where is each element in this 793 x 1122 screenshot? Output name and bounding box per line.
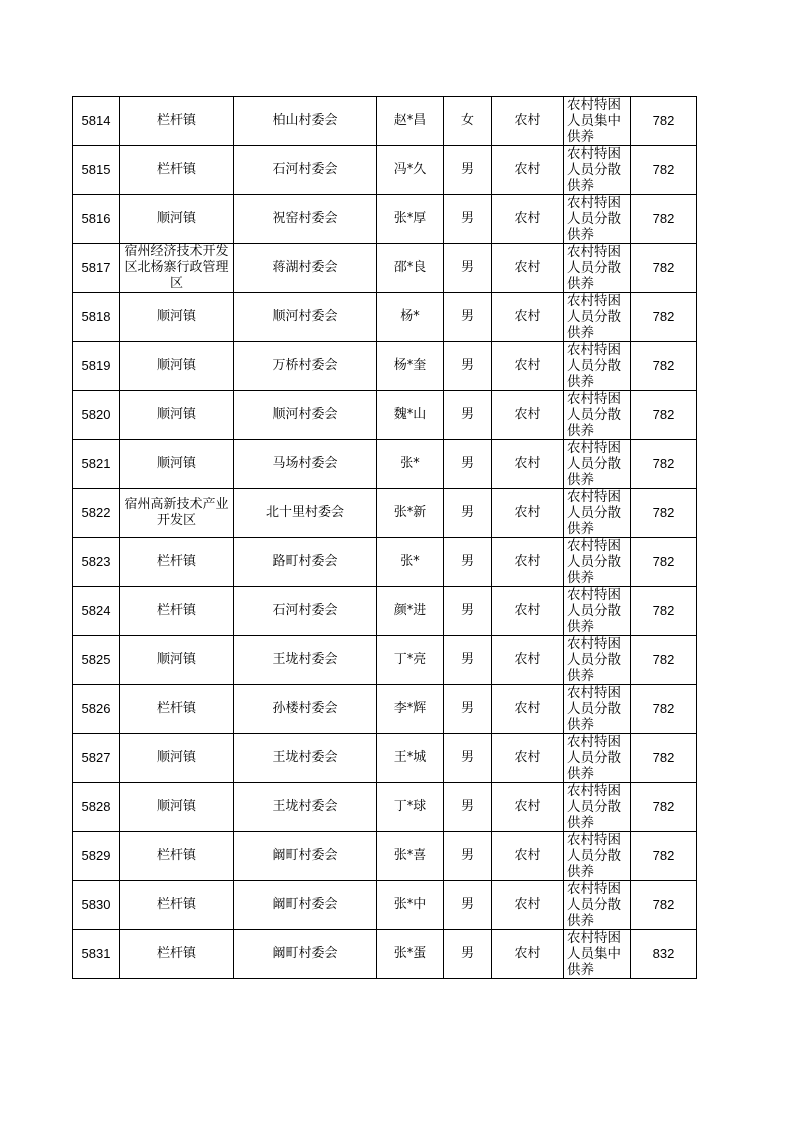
- name-cell: 杨*奎: [377, 342, 444, 391]
- amount-cell: 782: [631, 146, 697, 195]
- record-number-cell: 5825: [73, 636, 120, 685]
- gender-cell: 女: [444, 97, 492, 146]
- town-cell: 栏杆镇: [120, 930, 234, 979]
- table-body: [73, 97, 697, 979]
- area-type-cell: 农村: [492, 146, 564, 195]
- support-category-cell: 农村特困人员分散供养: [564, 538, 631, 587]
- village-committee-cell: 祝窑村委会: [234, 195, 377, 244]
- table-row: [73, 832, 697, 881]
- area-type-cell: 农村: [492, 930, 564, 979]
- area-type-cell: 农村: [492, 489, 564, 538]
- support-category-cell: 农村特困人员分散供养: [564, 636, 631, 685]
- table-row: [73, 734, 697, 783]
- table-row: [73, 244, 697, 293]
- amount-cell: 782: [631, 685, 697, 734]
- table-row: [73, 587, 697, 636]
- amount-cell: 782: [631, 97, 697, 146]
- amount-cell: 782: [631, 342, 697, 391]
- area-type-cell: 农村: [492, 440, 564, 489]
- gender-cell: 男: [444, 342, 492, 391]
- village-committee-cell: 柏山村委会: [234, 97, 377, 146]
- name-cell: 张*新: [377, 489, 444, 538]
- gender-cell: 男: [444, 783, 492, 832]
- village-committee-cell: 马场村委会: [234, 440, 377, 489]
- table-row: [73, 195, 697, 244]
- support-category-cell: 农村特困人员分散供养: [564, 146, 631, 195]
- gender-cell: 男: [444, 293, 492, 342]
- name-cell: 丁*亮: [377, 636, 444, 685]
- support-category-cell: 农村特困人员分散供养: [564, 391, 631, 440]
- record-number-cell: 5824: [73, 587, 120, 636]
- name-cell: 杨*: [377, 293, 444, 342]
- name-cell: 张*蛋: [377, 930, 444, 979]
- area-type-cell: 农村: [492, 391, 564, 440]
- town-cell: 栏杆镇: [120, 587, 234, 636]
- support-category-cell: 农村特困人员分散供养: [564, 783, 631, 832]
- name-cell: 李*辉: [377, 685, 444, 734]
- record-number-cell: 5826: [73, 685, 120, 734]
- amount-cell: 782: [631, 293, 697, 342]
- town-cell: 顺河镇: [120, 636, 234, 685]
- support-category-cell: 农村特困人员分散供养: [564, 881, 631, 930]
- record-number-cell: 5821: [73, 440, 120, 489]
- amount-cell: 782: [631, 391, 697, 440]
- area-type-cell: 农村: [492, 342, 564, 391]
- town-cell: 宿州经济技术开发区北杨寨行政管理区: [120, 244, 234, 293]
- name-cell: 魏*山: [377, 391, 444, 440]
- record-number-cell: 5820: [73, 391, 120, 440]
- record-number-cell: 5819: [73, 342, 120, 391]
- gender-cell: 男: [444, 685, 492, 734]
- town-cell: 栏杆镇: [120, 881, 234, 930]
- amount-cell: 832: [631, 930, 697, 979]
- name-cell: 丁*球: [377, 783, 444, 832]
- village-committee-cell: 阚町村委会: [234, 832, 377, 881]
- record-number-cell: 5827: [73, 734, 120, 783]
- name-cell: 颜*进: [377, 587, 444, 636]
- name-cell: 张*喜: [377, 832, 444, 881]
- support-category-cell: 农村特困人员集中供养: [564, 930, 631, 979]
- support-category-cell: 农村特困人员分散供养: [564, 342, 631, 391]
- village-committee-cell: 石河村委会: [234, 587, 377, 636]
- amount-cell: 782: [631, 734, 697, 783]
- amount-cell: 782: [631, 440, 697, 489]
- gender-cell: 男: [444, 146, 492, 195]
- support-category-cell: 农村特困人员分散供养: [564, 587, 631, 636]
- table-row: [73, 97, 697, 146]
- area-type-cell: 农村: [492, 587, 564, 636]
- village-committee-cell: 石河村委会: [234, 146, 377, 195]
- support-category-cell: 农村特困人员分散供养: [564, 832, 631, 881]
- town-cell: 顺河镇: [120, 783, 234, 832]
- table-row: [73, 930, 697, 979]
- gender-cell: 男: [444, 195, 492, 244]
- amount-cell: 782: [631, 244, 697, 293]
- amount-cell: 782: [631, 881, 697, 930]
- table-row: [73, 538, 697, 587]
- village-committee-cell: 阚町村委会: [234, 881, 377, 930]
- village-committee-cell: 孙楼村委会: [234, 685, 377, 734]
- gender-cell: 男: [444, 489, 492, 538]
- town-cell: 顺河镇: [120, 391, 234, 440]
- table-row: [73, 391, 697, 440]
- gender-cell: 男: [444, 538, 492, 587]
- name-cell: 赵*昌: [377, 97, 444, 146]
- town-cell: 栏杆镇: [120, 538, 234, 587]
- area-type-cell: 农村: [492, 97, 564, 146]
- town-cell: 宿州高新技术产业开发区: [120, 489, 234, 538]
- area-type-cell: 农村: [492, 734, 564, 783]
- area-type-cell: 农村: [492, 881, 564, 930]
- area-type-cell: 农村: [492, 244, 564, 293]
- table-row: [73, 685, 697, 734]
- village-committee-cell: 顺河村委会: [234, 293, 377, 342]
- gender-cell: 男: [444, 440, 492, 489]
- table-row: [73, 783, 697, 832]
- table-row: [73, 440, 697, 489]
- amount-cell: 782: [631, 832, 697, 881]
- town-cell: 栏杆镇: [120, 685, 234, 734]
- support-category-cell: 农村特困人员分散供养: [564, 734, 631, 783]
- support-category-cell: 农村特困人员分散供养: [564, 293, 631, 342]
- town-cell: 栏杆镇: [120, 97, 234, 146]
- record-number-cell: 5816: [73, 195, 120, 244]
- village-committee-cell: 阚町村委会: [234, 930, 377, 979]
- amount-cell: 782: [631, 636, 697, 685]
- name-cell: 张*: [377, 538, 444, 587]
- town-cell: 顺河镇: [120, 440, 234, 489]
- record-number-cell: 5829: [73, 832, 120, 881]
- name-cell: 张*: [377, 440, 444, 489]
- record-number-cell: 5830: [73, 881, 120, 930]
- relief-roster-table: [72, 96, 697, 979]
- amount-cell: 782: [631, 783, 697, 832]
- area-type-cell: 农村: [492, 538, 564, 587]
- village-committee-cell: 路町村委会: [234, 538, 377, 587]
- gender-cell: 男: [444, 832, 492, 881]
- table-row: [73, 146, 697, 195]
- record-number-cell: 5815: [73, 146, 120, 195]
- area-type-cell: 农村: [492, 195, 564, 244]
- support-category-cell: 农村特困人员分散供养: [564, 244, 631, 293]
- name-cell: 冯*久: [377, 146, 444, 195]
- table-row: [73, 293, 697, 342]
- table-row: [73, 636, 697, 685]
- gender-cell: 男: [444, 391, 492, 440]
- gender-cell: 男: [444, 930, 492, 979]
- village-committee-cell: 蒋湖村委会: [234, 244, 377, 293]
- table-row: [73, 342, 697, 391]
- record-number-cell: 5822: [73, 489, 120, 538]
- amount-cell: 782: [631, 195, 697, 244]
- support-category-cell: 农村特困人员分散供养: [564, 440, 631, 489]
- area-type-cell: 农村: [492, 832, 564, 881]
- village-committee-cell: 顺河村委会: [234, 391, 377, 440]
- town-cell: 栏杆镇: [120, 832, 234, 881]
- gender-cell: 男: [444, 636, 492, 685]
- gender-cell: 男: [444, 881, 492, 930]
- name-cell: 张*中: [377, 881, 444, 930]
- area-type-cell: 农村: [492, 636, 564, 685]
- record-number-cell: 5823: [73, 538, 120, 587]
- gender-cell: 男: [444, 244, 492, 293]
- village-committee-cell: 北十里村委会: [234, 489, 377, 538]
- record-number-cell: 5817: [73, 244, 120, 293]
- record-number-cell: 5818: [73, 293, 120, 342]
- village-committee-cell: 王垅村委会: [234, 734, 377, 783]
- gender-cell: 男: [444, 734, 492, 783]
- town-cell: 顺河镇: [120, 293, 234, 342]
- support-category-cell: 农村特困人员分散供养: [564, 489, 631, 538]
- support-category-cell: 农村特困人员分散供养: [564, 685, 631, 734]
- table-row: [73, 489, 697, 538]
- town-cell: 顺河镇: [120, 734, 234, 783]
- amount-cell: 782: [631, 587, 697, 636]
- area-type-cell: 农村: [492, 293, 564, 342]
- support-category-cell: 农村特困人员集中供养: [564, 97, 631, 146]
- village-committee-cell: 王垅村委会: [234, 783, 377, 832]
- table-row: [73, 881, 697, 930]
- name-cell: 王*城: [377, 734, 444, 783]
- amount-cell: 782: [631, 538, 697, 587]
- support-category-cell: 农村特困人员分散供养: [564, 195, 631, 244]
- village-committee-cell: 万桥村委会: [234, 342, 377, 391]
- town-cell: 栏杆镇: [120, 146, 234, 195]
- town-cell: 顺河镇: [120, 342, 234, 391]
- gender-cell: 男: [444, 587, 492, 636]
- name-cell: 邵*良: [377, 244, 444, 293]
- area-type-cell: 农村: [492, 783, 564, 832]
- record-number-cell: 5831: [73, 930, 120, 979]
- town-cell: 顺河镇: [120, 195, 234, 244]
- name-cell: 张*厚: [377, 195, 444, 244]
- area-type-cell: 农村: [492, 685, 564, 734]
- amount-cell: 782: [631, 489, 697, 538]
- record-number-cell: 5814: [73, 97, 120, 146]
- village-committee-cell: 王垅村委会: [234, 636, 377, 685]
- record-number-cell: 5828: [73, 783, 120, 832]
